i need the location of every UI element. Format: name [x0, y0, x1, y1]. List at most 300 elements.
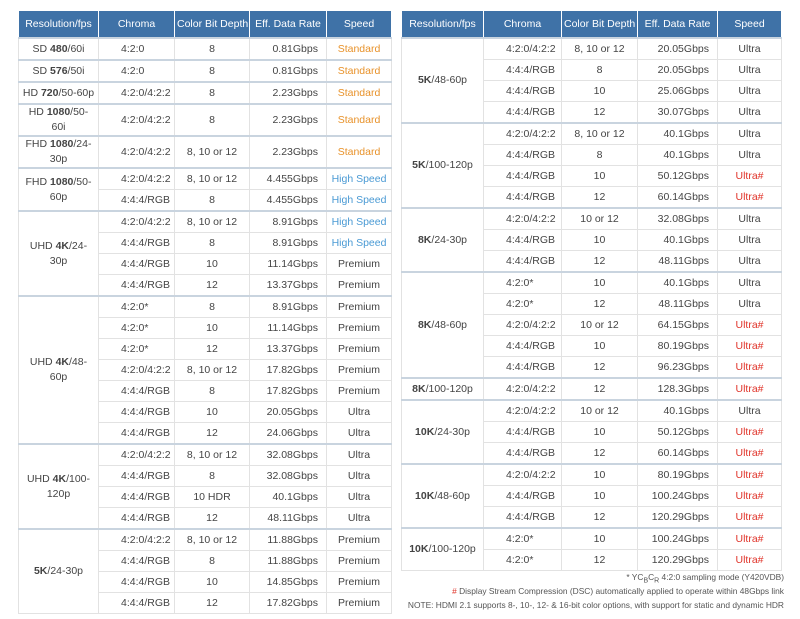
- bit-depth-cell: 12: [175, 508, 250, 530]
- data-rate-cell: 60.14Gbps: [638, 187, 718, 209]
- format-table-left: [18, 10, 392, 614]
- speed-cell: Ultra#: [718, 357, 782, 379]
- speed-cell: Ultra: [327, 508, 392, 530]
- chroma-cell: 4:4:4/RGB: [99, 508, 175, 530]
- resolution-value: 5K: [417, 74, 432, 86]
- dsc-marker: #: [452, 586, 457, 596]
- chroma-cell: 4:4:4/RGB: [484, 187, 562, 209]
- speed-cell: Ultra: [718, 81, 782, 102]
- bit-depth-cell: 12: [562, 357, 638, 379]
- bit-depth-cell: 8: [175, 190, 250, 212]
- resolution-value: 1080: [46, 106, 71, 118]
- speed-cell: Ultra: [718, 400, 782, 422]
- speed-cell: Ultra: [718, 38, 782, 60]
- resolution-value: 8K: [412, 382, 426, 395]
- table-row: [19, 211, 392, 233]
- bit-depth-cell: 8, 10 or 12: [175, 136, 250, 168]
- chroma-cell: 4:2:0/4:2:2: [484, 315, 562, 336]
- resolution-cell: [19, 296, 99, 444]
- chroma-cell: 4:4:4/RGB: [484, 443, 562, 465]
- bit-depth-cell: 12: [175, 339, 250, 360]
- chroma-cell: 4:4:4/RGB: [99, 593, 175, 614]
- data-rate-cell: 100.24Gbps: [638, 486, 718, 507]
- resolution-rate: /48-60p: [431, 318, 468, 331]
- chroma-cell: 4:2:0/4:2:2: [484, 378, 562, 400]
- data-rate-cell: 25.06Gbps: [638, 81, 718, 102]
- resolution-cell: [19, 82, 99, 104]
- speed-cell: Ultra: [327, 402, 392, 423]
- resolution-rate: /24-30p: [49, 138, 92, 165]
- bit-depth-cell: 10: [175, 254, 250, 275]
- resolution-cell: [19, 38, 99, 60]
- chroma-cell: 4:2:0/4:2:2: [484, 208, 562, 230]
- col-header-speed: Speed: [327, 11, 392, 39]
- bit-depth-cell: 8: [175, 60, 250, 82]
- data-rate-cell: 20.05Gbps: [638, 60, 718, 81]
- resolution-rate: /24-30p: [47, 565, 84, 577]
- table-row: [19, 104, 392, 136]
- data-rate-cell: 20.05Gbps: [638, 38, 718, 60]
- resolution-cell: [19, 136, 99, 168]
- bit-depth-cell: 8, 10 or 12: [175, 444, 250, 466]
- bit-depth-cell: 10 or 12: [562, 400, 638, 422]
- data-rate-cell: 13.37Gbps: [250, 275, 327, 297]
- chroma-cell: 4:4:4/RGB: [484, 357, 562, 379]
- data-rate-cell: 20.05Gbps: [250, 402, 327, 423]
- chroma-cell: 4:4:4/RGB: [99, 275, 175, 297]
- chroma-cell: 4:4:4/RGB: [99, 572, 175, 593]
- resolution-value: 1080: [50, 138, 74, 150]
- data-rate-cell: 120.29Gbps: [638, 550, 718, 571]
- chroma-cell: 4:2:0/4:2:2: [99, 211, 175, 233]
- bit-depth-cell: 10: [562, 528, 638, 550]
- chroma-cell: 4:4:4/RGB: [99, 402, 175, 423]
- chroma-cell: 4:2:0/4:2:2: [99, 444, 175, 466]
- speed-cell: Standard: [327, 104, 392, 136]
- speed-cell: Premium: [327, 296, 392, 318]
- chroma-cell: 4:4:4/RGB: [484, 60, 562, 81]
- resolution-rate: /24-30p: [434, 425, 470, 438]
- resolution-cell: [19, 168, 99, 211]
- speed-cell: Ultra: [718, 102, 782, 124]
- speed-cell: Ultra: [327, 444, 392, 466]
- table-row: [402, 123, 782, 145]
- bit-depth-cell: 8, 10 or 12: [562, 38, 638, 60]
- data-rate-cell: 14.85Gbps: [250, 572, 327, 593]
- resolution-value: 10K: [415, 489, 435, 502]
- speed-cell: Standard: [327, 38, 392, 60]
- data-rate-cell: 40.1Gbps: [250, 487, 327, 508]
- speed-cell: Premium: [327, 339, 392, 360]
- footnote-text: C: [648, 572, 655, 582]
- resolution-prefix: FHD: [25, 138, 51, 150]
- table-row: [402, 38, 782, 60]
- speed-cell: Ultra: [718, 294, 782, 315]
- speed-cell: Ultra#: [718, 422, 782, 443]
- chroma-cell: 4:2:0/4:2:2: [99, 104, 175, 136]
- data-rate-cell: 11.14Gbps: [250, 254, 327, 275]
- footnote-text: Display Stream Compression (DSC) automatically applied to operate within 48Gbps link: [456, 586, 784, 596]
- data-rate-cell: 48.11Gbps: [638, 294, 718, 315]
- chroma-cell: 4:2:0/4:2:2: [99, 168, 175, 190]
- table-row: [402, 272, 782, 294]
- bit-depth-cell: 8: [175, 233, 250, 254]
- data-rate-cell: 128.3Gbps: [638, 378, 718, 400]
- bit-depth-cell: 12: [562, 294, 638, 315]
- data-rate-cell: 40.1Gbps: [638, 400, 718, 422]
- resolution-value: 1080: [50, 175, 74, 188]
- data-rate-cell: 80.19Gbps: [638, 464, 718, 486]
- chroma-cell: 4:2:0*: [484, 294, 562, 315]
- chroma-cell: 4:4:4/RGB: [99, 381, 175, 402]
- data-rate-cell: 11.88Gbps: [250, 529, 327, 551]
- chroma-cell: 4:4:4/RGB: [484, 336, 562, 357]
- speed-cell: Ultra#: [718, 166, 782, 187]
- data-rate-cell: 30.07Gbps: [638, 102, 718, 124]
- resolution-value: 480: [50, 42, 68, 55]
- data-rate-cell: 32.08Gbps: [250, 444, 327, 466]
- data-rate-cell: 80.19Gbps: [638, 336, 718, 357]
- resolution-rate: /24-30p: [49, 239, 88, 267]
- data-rate-cell: 4.455Gbps: [250, 190, 327, 212]
- speed-cell: Ultra#: [718, 528, 782, 550]
- chroma-cell: 4:2:0/4:2:2: [99, 360, 175, 381]
- speed-cell: Ultra#: [718, 336, 782, 357]
- resolution-cell: [19, 444, 99, 529]
- resolution-cell: [402, 123, 484, 208]
- chroma-cell: 4:4:4/RGB: [484, 230, 562, 251]
- data-rate-cell: 17.82Gbps: [250, 360, 327, 381]
- col-header-resolution: Resolution/fps: [19, 11, 99, 39]
- resolution-prefix: UHD: [29, 239, 56, 252]
- col-header-bit-depth: Color Bit Depth: [562, 11, 638, 39]
- data-rate-cell: 17.82Gbps: [250, 593, 327, 614]
- resolution-rate: /50-60i: [51, 106, 89, 133]
- footnote-text: 4:2:0 sampling mode (Y420VDB): [659, 572, 784, 582]
- speed-cell: Standard: [327, 82, 392, 104]
- data-rate-cell: 4.455Gbps: [250, 168, 327, 190]
- footnote-dsc: [452, 586, 784, 596]
- speed-cell: Ultra: [327, 423, 392, 445]
- speed-cell: High Speed: [327, 211, 392, 233]
- col-header-resolution: Resolution/fps: [402, 11, 484, 39]
- resolution-cell: [402, 378, 484, 400]
- speed-cell: Ultra#: [718, 550, 782, 571]
- col-header-chroma: Chroma: [484, 11, 562, 39]
- speed-cell: High Speed: [327, 190, 392, 212]
- speed-cell: Ultra#: [718, 187, 782, 209]
- bit-depth-cell: 10: [175, 572, 250, 593]
- bit-depth-cell: 8, 10 or 12: [562, 123, 638, 145]
- bit-depth-cell: 12: [562, 443, 638, 465]
- resolution-prefix: SD: [32, 64, 51, 77]
- resolution-cell: [402, 464, 484, 528]
- bit-depth-cell: 12: [562, 507, 638, 529]
- chroma-cell: 4:4:4/RGB: [484, 486, 562, 507]
- resolution-prefix: HD: [28, 106, 47, 118]
- data-rate-cell: 120.29Gbps: [638, 507, 718, 529]
- data-rate-cell: 96.23Gbps: [638, 357, 718, 379]
- col-header-chroma: Chroma: [99, 11, 175, 39]
- data-rate-cell: 11.14Gbps: [250, 318, 327, 339]
- footnote-text: * YC: [626, 572, 644, 582]
- speed-cell: Ultra#: [718, 507, 782, 529]
- bit-depth-cell: 10 HDR: [175, 487, 250, 508]
- table-body-right: [402, 38, 782, 571]
- resolution-value: 10K: [415, 425, 435, 438]
- speed-cell: Ultra#: [718, 464, 782, 486]
- bit-depth-cell: 10: [562, 464, 638, 486]
- data-rate-cell: 0.81Gbps: [250, 38, 327, 60]
- chroma-cell: 4:4:4/RGB: [99, 551, 175, 572]
- bit-depth-cell: 12: [175, 593, 250, 614]
- bit-depth-cell: 10: [562, 230, 638, 251]
- chroma-cell: 4:4:4/RGB: [484, 166, 562, 187]
- footnote-hdmi-note: NOTE: HDMI 2.1 supports 8-, 10-, 12- & 16-bit color options, with support for static and dynamic HDR: [407, 600, 784, 610]
- resolution-rate: /50i: [67, 64, 85, 77]
- col-header-data-rate: Eff. Data Rate: [250, 11, 327, 39]
- resolution-cell: [402, 400, 484, 464]
- chroma-cell: 4:4:4/RGB: [484, 507, 562, 529]
- chroma-cell: 4:4:4/RGB: [484, 145, 562, 166]
- resolution-prefix: FHD: [25, 175, 51, 188]
- resolution-value: 8K: [417, 233, 432, 246]
- resolution-value: 4K: [55, 239, 69, 252]
- table-row: [402, 208, 782, 230]
- bit-depth-cell: 12: [562, 550, 638, 571]
- chroma-cell: 4:4:4/RGB: [99, 233, 175, 254]
- speed-cell: Premium: [327, 254, 392, 275]
- data-rate-cell: 100.24Gbps: [638, 528, 718, 550]
- bit-depth-cell: 10: [175, 318, 250, 339]
- speed-cell: Ultra#: [718, 378, 782, 400]
- bit-depth-cell: 8: [562, 60, 638, 81]
- chroma-cell: 4:2:0/4:2:2: [484, 464, 562, 486]
- data-rate-cell: 0.81Gbps: [250, 60, 327, 82]
- bit-depth-cell: 10 or 12: [562, 208, 638, 230]
- speed-cell: Standard: [327, 136, 392, 168]
- speed-cell: Ultra: [718, 230, 782, 251]
- table-row: [402, 464, 782, 486]
- bit-depth-cell: 10: [562, 272, 638, 294]
- data-rate-cell: 8.91Gbps: [250, 211, 327, 233]
- chroma-cell: 4:4:4/RGB: [99, 190, 175, 212]
- col-header-speed: Speed: [718, 11, 782, 39]
- chroma-cell: 4:4:4/RGB: [484, 251, 562, 273]
- resolution-cell: [19, 529, 99, 614]
- speed-cell: Premium: [327, 381, 392, 402]
- resolution-rate: /48-60p: [49, 356, 88, 383]
- resolution-rate: /60i: [67, 42, 85, 55]
- bit-depth-cell: 10: [562, 486, 638, 507]
- bit-depth-cell: 10 or 12: [562, 315, 638, 336]
- bit-depth-cell: 10: [562, 166, 638, 187]
- chroma-cell: 4:4:4/RGB: [484, 422, 562, 443]
- header-row: [402, 11, 782, 39]
- resolution-prefix: HD: [22, 86, 41, 99]
- resolution-rate: /24-30p: [431, 233, 468, 246]
- resolution-cell: [402, 38, 484, 123]
- resolution-prefix: SD: [32, 42, 51, 55]
- table-row: [19, 82, 392, 104]
- resolution-cell: [19, 104, 99, 136]
- data-rate-cell: 40.1Gbps: [638, 272, 718, 294]
- header-row: [19, 11, 392, 39]
- bit-depth-cell: 8: [562, 145, 638, 166]
- bit-depth-cell: 8, 10 or 12: [175, 168, 250, 190]
- data-rate-cell: 48.11Gbps: [638, 251, 718, 273]
- resolution-rate: /100-120p: [425, 159, 473, 171]
- speed-cell: Ultra: [327, 466, 392, 487]
- chroma-cell: 4:2:0*: [99, 339, 175, 360]
- data-rate-cell: 2.23Gbps: [250, 82, 327, 104]
- data-rate-cell: 40.1Gbps: [638, 145, 718, 166]
- data-rate-cell: 40.1Gbps: [638, 230, 718, 251]
- chroma-cell: 4:4:4/RGB: [99, 466, 175, 487]
- resolution-value: 5K: [412, 159, 426, 171]
- data-rate-cell: 40.1Gbps: [638, 123, 718, 145]
- chroma-cell: 4:2:0/4:2:2: [99, 136, 175, 168]
- bit-depth-cell: 8: [175, 82, 250, 104]
- footnote-y420: [626, 572, 784, 585]
- resolution-value: 4K: [52, 472, 67, 485]
- resolution-prefix: UHD: [29, 356, 56, 368]
- table-row: [402, 378, 782, 400]
- chroma-cell: 4:2:0*: [99, 296, 175, 318]
- col-header-bit-depth: Color Bit Depth: [175, 11, 250, 39]
- col-header-data-rate: Eff. Data Rate: [638, 11, 718, 39]
- footnote-subscript: R: [654, 577, 660, 585]
- resolution-cell: [402, 208, 484, 272]
- resolution-cell: [402, 528, 484, 571]
- data-rate-cell: 2.23Gbps: [250, 136, 327, 168]
- bit-depth-cell: 10: [562, 336, 638, 357]
- chroma-cell: 4:2:0/4:2:2: [99, 82, 175, 104]
- table-row: [19, 296, 392, 318]
- resolution-value: 576: [50, 64, 68, 77]
- chroma-cell: 4:4:4/RGB: [484, 81, 562, 102]
- resolution-cell: [402, 272, 484, 378]
- resolution-cell: [19, 211, 99, 296]
- data-rate-cell: 11.88Gbps: [250, 551, 327, 572]
- data-rate-cell: 50.12Gbps: [638, 166, 718, 187]
- resolution-rate: /100-120p: [46, 472, 91, 500]
- table-row: [19, 168, 392, 190]
- chroma-cell: 4:2:0*: [484, 550, 562, 571]
- speed-cell: Ultra: [327, 487, 392, 508]
- speed-cell: Ultra: [718, 272, 782, 294]
- bit-depth-cell: 10: [562, 422, 638, 443]
- bit-depth-cell: 8, 10 or 12: [175, 360, 250, 381]
- speed-cell: Ultra: [718, 208, 782, 230]
- table-row: [402, 400, 782, 422]
- speed-cell: Ultra: [718, 123, 782, 145]
- table-row: [19, 60, 392, 82]
- table-row: [402, 528, 782, 550]
- data-rate-cell: 24.06Gbps: [250, 423, 327, 445]
- speed-cell: High Speed: [327, 168, 392, 190]
- bit-depth-cell: 12: [562, 187, 638, 209]
- resolution-value: 5K: [33, 565, 48, 577]
- chroma-cell: 4:2:0/4:2:2: [484, 123, 562, 145]
- speed-cell: Ultra#: [718, 315, 782, 336]
- speed-cell: Premium: [327, 318, 392, 339]
- resolution-value: 4K: [55, 356, 69, 368]
- speed-cell: Premium: [327, 529, 392, 551]
- data-rate-cell: 17.82Gbps: [250, 381, 327, 402]
- chroma-cell: 4:2:0*: [484, 272, 562, 294]
- chroma-cell: 4:4:4/RGB: [484, 102, 562, 124]
- resolution-cell: [19, 60, 99, 82]
- speed-cell: Premium: [327, 275, 392, 297]
- speed-cell: Premium: [327, 572, 392, 593]
- data-rate-cell: 8.91Gbps: [250, 233, 327, 254]
- bit-depth-cell: 12: [562, 378, 638, 400]
- table-row: [19, 529, 392, 551]
- chroma-cell: 4:2:0*: [99, 318, 175, 339]
- bit-depth-cell: 12: [175, 423, 250, 445]
- data-rate-cell: 32.08Gbps: [638, 208, 718, 230]
- chroma-cell: 4:2:0/4:2:2: [484, 400, 562, 422]
- bit-depth-cell: 10: [562, 81, 638, 102]
- data-rate-cell: 8.91Gbps: [250, 296, 327, 318]
- speed-cell: Premium: [327, 551, 392, 572]
- footnote-subscript: B: [643, 577, 649, 585]
- chroma-cell: 4:2:0*: [484, 528, 562, 550]
- bit-depth-cell: 8, 10 or 12: [175, 529, 250, 551]
- chroma-cell: 4:2:0/4:2:2: [99, 529, 175, 551]
- speed-cell: Ultra: [718, 60, 782, 81]
- format-table-right: [401, 10, 782, 571]
- speed-cell: Standard: [327, 60, 392, 82]
- bit-depth-cell: 10: [175, 402, 250, 423]
- data-rate-cell: 32.08Gbps: [250, 466, 327, 487]
- bit-depth-cell: 12: [175, 275, 250, 297]
- resolution-rate: /48-60p: [434, 489, 470, 502]
- bit-depth-cell: 8: [175, 104, 250, 136]
- chroma-cell: 4:2:0/4:2:2: [484, 38, 562, 60]
- speed-cell: Premium: [327, 360, 392, 381]
- resolution-prefix: UHD: [26, 472, 53, 485]
- data-rate-cell: 48.11Gbps: [250, 508, 327, 530]
- data-rate-cell: 2.23Gbps: [250, 104, 327, 136]
- chroma-cell: 4:4:4/RGB: [99, 423, 175, 445]
- speed-cell: Premium: [327, 593, 392, 614]
- resolution-rate: /48-60p: [431, 74, 468, 86]
- table-row: [19, 38, 392, 60]
- bit-depth-cell: 8: [175, 296, 250, 318]
- data-rate-cell: 64.15Gbps: [638, 315, 718, 336]
- bit-depth-cell: 12: [562, 102, 638, 124]
- speed-cell: Ultra#: [718, 443, 782, 465]
- table-row: [19, 136, 392, 168]
- resolution-rate: /100-120p: [425, 382, 473, 395]
- bit-depth-cell: 8, 10 or 12: [175, 211, 250, 233]
- bit-depth-cell: 8: [175, 466, 250, 487]
- chroma-cell: 4:4:4/RGB: [99, 254, 175, 275]
- table-row: [19, 444, 392, 466]
- bit-depth-cell: 8: [175, 38, 250, 60]
- data-rate-cell: 50.12Gbps: [638, 422, 718, 443]
- resolution-rate: /50-60p: [49, 175, 92, 203]
- speed-cell: High Speed: [327, 233, 392, 254]
- bit-depth-cell: 12: [562, 251, 638, 273]
- speed-cell: Ultra: [718, 145, 782, 166]
- resolution-rate: /50-60p: [58, 86, 95, 99]
- chroma-cell: 4:4:4/RGB: [99, 487, 175, 508]
- speed-cell: Ultra#: [718, 486, 782, 507]
- chroma-cell: 4:2:0: [99, 38, 175, 60]
